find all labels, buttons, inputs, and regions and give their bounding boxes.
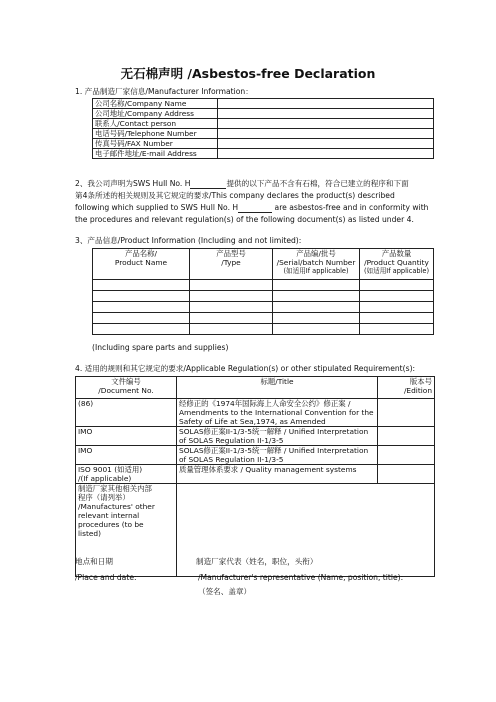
table-row [93,291,434,302]
table-header-row [76,377,435,399]
section2-text-b: 提供的以下产品不含有石棉，符合已建立的程序和下面 [226,179,409,188]
section2-text-d: are asbestos-free and in conformity with [272,203,429,212]
page-title: 无石棉声明 /Asbestos-free Declaration [120,66,376,81]
other-line: procedures (to be [78,520,144,529]
signature-note: （签名、盖章） [198,587,252,596]
header-en: /Edition [403,386,432,395]
table-header-row [93,249,434,280]
table-row [93,119,434,129]
value-fax[interactable] [218,139,434,149]
regulation-title: 质量管理体系要求 / Quality management systems [177,465,378,484]
section4-heading: 4. 适用的规则和其它规定的要求/Applicable Regulation(s) or other stipulated Requirement(s): [75,364,416,373]
table-row [93,302,434,313]
table-row [93,139,434,149]
cell[interactable] [273,324,360,335]
title-line: Amendments to the International Convention for the [179,408,374,417]
section2-line3 [75,203,428,213]
regulation-title [177,446,378,465]
cell[interactable] [190,302,273,313]
table-row [93,129,434,139]
place-date-cn: 地点和日期 [75,557,113,566]
table-row [93,99,434,109]
title-line: 经修正的《1974年国际海上人命安全公约》修正案 / [179,399,351,408]
header-type [190,249,273,280]
header-document-no [76,377,177,399]
table-row [93,109,434,119]
cell[interactable] [190,324,273,335]
hull-number-blank[interactable] [190,188,226,189]
cell[interactable] [273,302,360,313]
cell[interactable] [273,313,360,324]
header-serial [273,249,360,280]
cell[interactable] [93,324,190,335]
table-row [93,313,434,324]
cell[interactable] [273,280,360,291]
table-row [93,280,434,291]
doc-line: ISO 9001 (如适用) [78,465,143,474]
header-cn: 产品名称/ [124,249,158,258]
representative-en: /Manufacturer's representative (Name, position, title): [198,573,404,582]
cell[interactable] [190,280,273,291]
header-cn: 产品型号 [216,249,246,258]
header-note: (如适用If applicable) [283,267,349,275]
header-edition [378,377,435,399]
title-line: SOLAS修正案II-1/3-5统一解释 / Unified Interpretation [179,446,369,455]
table-row [76,465,435,484]
regulation-title [177,427,378,446]
section3-heading: 3、产品信息/Product Information (Including and not limited): [75,236,302,245]
value-company-address[interactable] [218,109,434,119]
other-line: /Manufactures' other [78,502,155,511]
edition-cell[interactable] [378,446,435,465]
cell[interactable] [93,280,190,291]
doc-no: IMO [76,446,177,465]
header-cn: 版本号 [409,377,432,386]
other-line: listed) [78,529,101,538]
doc-line: /(If applicable) [78,474,132,483]
header-cn: 产品数量 [381,249,412,258]
other-line: 制造厂家其他相关内部 [78,484,152,493]
cell[interactable] [93,291,190,302]
cell[interactable] [360,302,434,313]
label-fax: 传真号码/FAX Number [93,139,218,149]
cell[interactable] [93,313,190,324]
header-quantity [360,249,434,280]
section3-footer: (Including spare parts and supplies) [92,343,229,352]
cell[interactable] [360,313,434,324]
table-row [93,149,434,159]
representative-cn: 制造厂家代表（姓名，职位，头衔） [196,557,318,566]
label-email: 电子邮件地址/E-mail Address [93,149,218,159]
edition-cell[interactable] [378,399,435,427]
value-email[interactable] [218,149,434,159]
label-company-address: 公司地址/Company Address [93,109,218,119]
regulation-table [75,376,435,577]
edition-cell[interactable] [378,465,435,484]
doc-no [76,465,177,484]
value-contact-person[interactable] [218,119,434,129]
hull-number-blank-2[interactable] [238,212,272,213]
product-info-table [92,248,434,335]
section2-line1 [75,179,409,189]
place-date-en: /Place and date: [75,573,137,582]
value-company-name[interactable] [218,99,434,109]
doc-no: (86) [76,399,177,427]
cell[interactable] [360,280,434,291]
table-row [76,427,435,446]
manufacturer-info-table [92,98,434,159]
title-line: SOLAS修正案II-1/3-5统一解释 / Unified Interpretation [179,427,369,436]
cell[interactable] [190,291,273,302]
header-cn: 文件编号 [111,377,141,386]
other-line: 程序（请列举） [78,493,130,502]
header-title: 标题/Title [177,377,378,399]
label-telephone: 电话号码/Telephone Number [93,129,218,139]
title-line: of SOLAS Regulation II-1/3-5 [179,436,284,445]
header-en: /Serial/batch Number [276,258,356,267]
section2-line4: the procedures and relevant regulation(s) of the following document(s) as listed under 4. [75,215,414,224]
label-contact-person: 联系人/Contact person [93,119,218,129]
section2-text-c: following which supplied to SWS Hull No. H [75,203,239,212]
value-telephone[interactable] [218,129,434,139]
header-en: /Product Quantity [364,258,429,267]
cell[interactable] [360,291,434,302]
label-company-name: 公司名称/Company Name [93,99,218,109]
other-line: relevant internal [78,511,140,520]
section2-text-a: 2、我公司声明为SWS Hull No. H [75,179,191,188]
header-note: (如适用If applicable) [363,267,430,275]
table-row [93,324,434,335]
cell[interactable] [273,291,360,302]
section2-line2: 第4条所述的相关规则及其它规定的要求/This company declares the product(s) described [75,191,395,200]
table-row [76,446,435,465]
edition-cell[interactable] [378,427,435,446]
header-product-name [93,249,190,280]
header-en: /Type [221,258,241,267]
header-en: Product Name [114,258,168,267]
title-line: Safety of Life at Sea,1974, as Amended [179,417,326,426]
regulation-title [177,399,378,427]
doc-no: IMO [76,427,177,446]
header-en: /Document No. [98,386,154,395]
cell[interactable] [93,302,190,313]
section1-heading: 1. 产品制造厂家信息/Manufacturer Information： [75,87,253,96]
table-row [76,399,435,427]
header-cn: 产品编/批号 [296,249,336,258]
cell[interactable] [190,313,273,324]
cell[interactable] [360,324,434,335]
title-line: of SOLAS Regulation II-1/3-5 [179,455,284,464]
